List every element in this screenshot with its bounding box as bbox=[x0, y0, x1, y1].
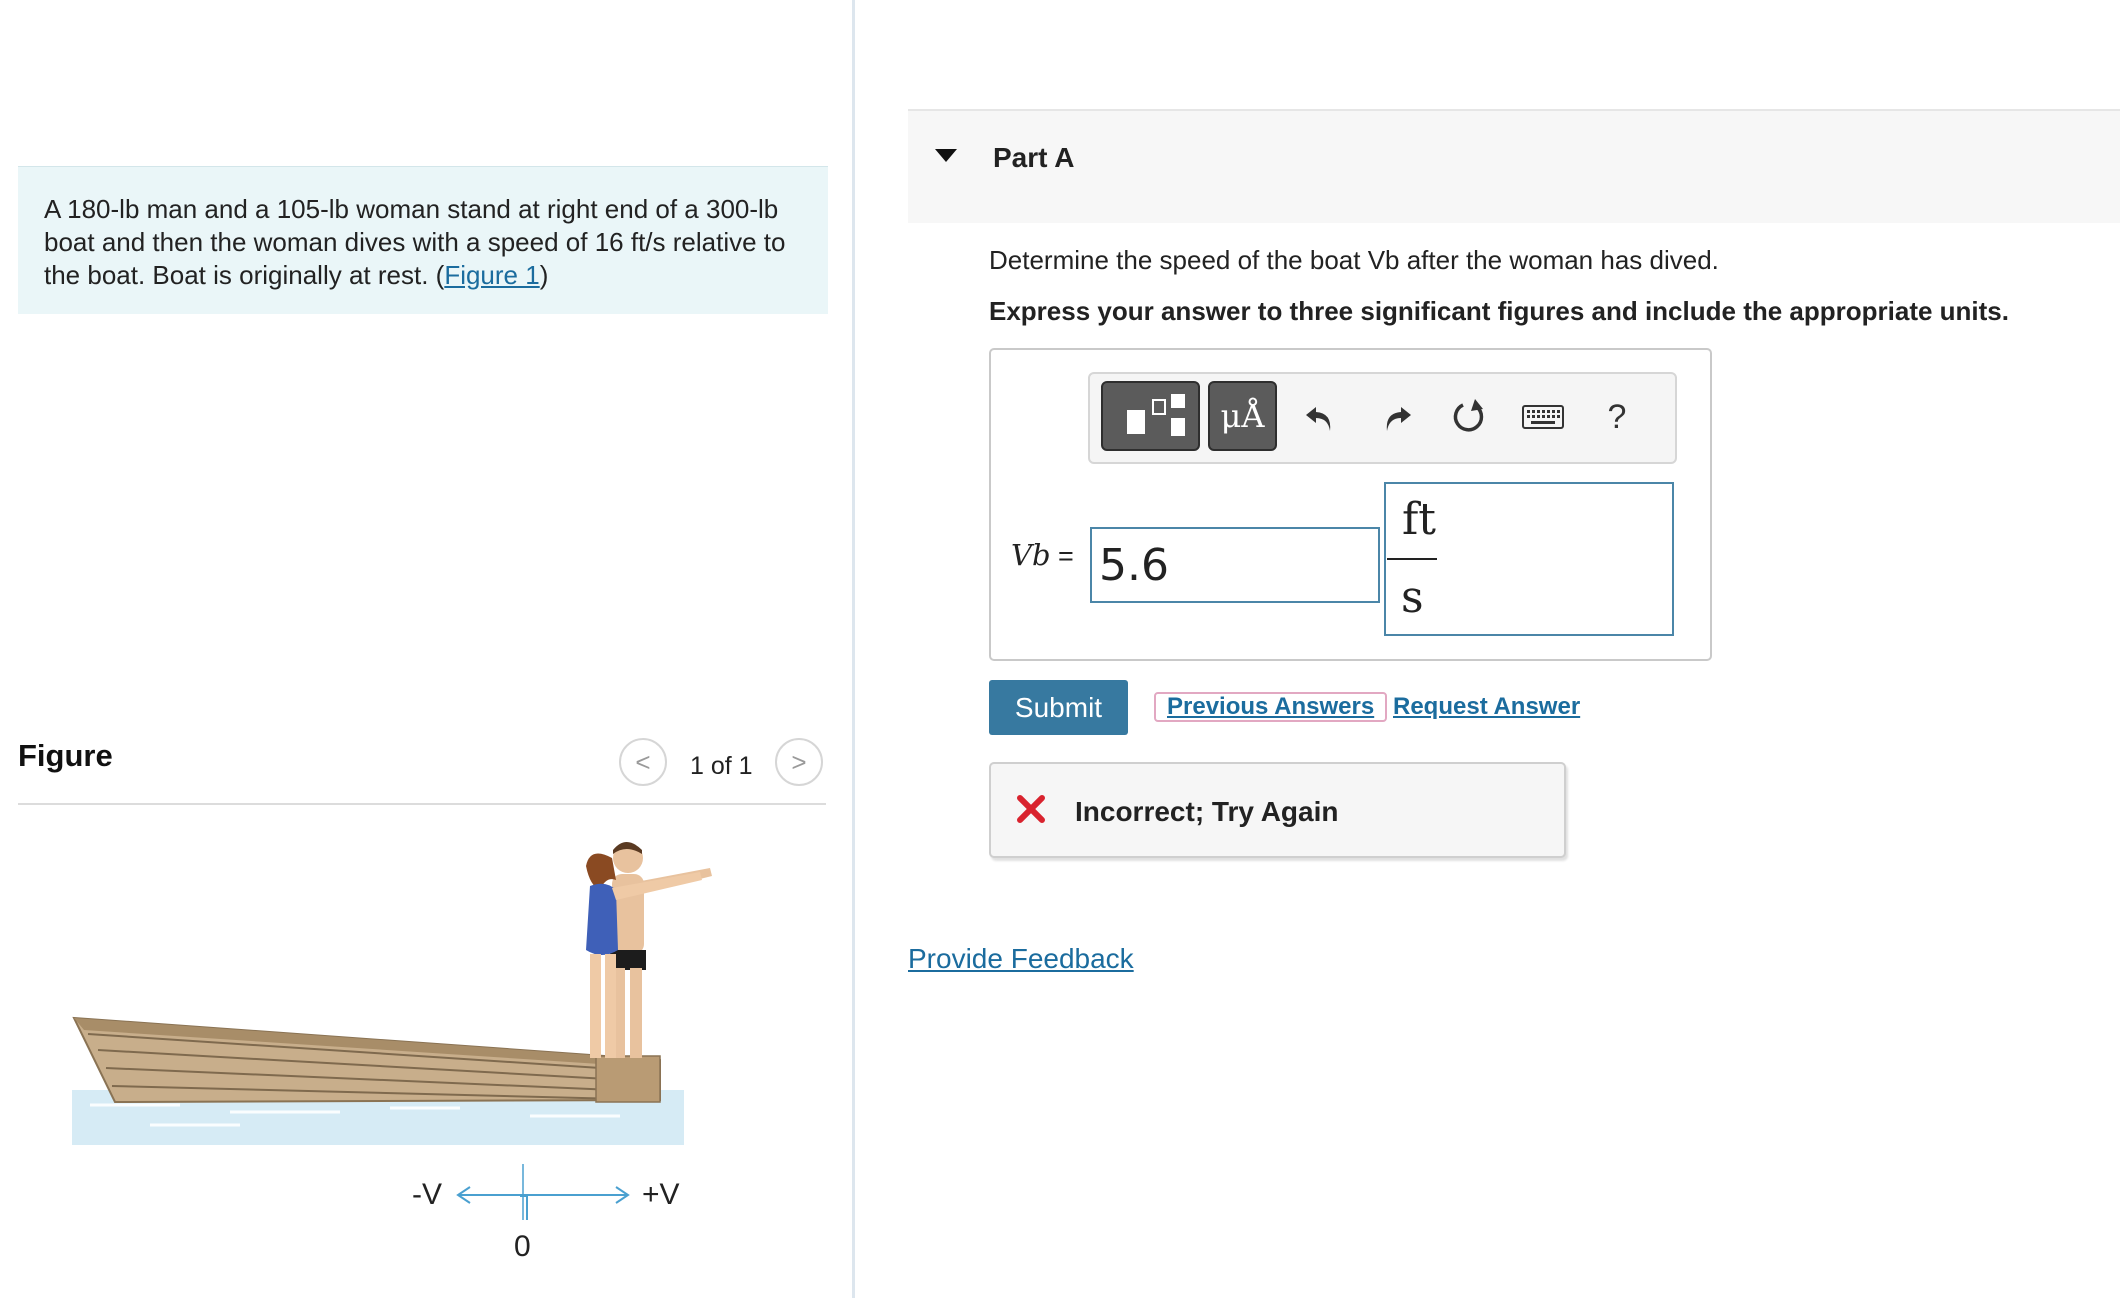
prev-figure-button[interactable] bbox=[619, 738, 667, 786]
question-text: Determine the speed of the boat Vb after the woman has dived. bbox=[989, 245, 1719, 275]
figure-link[interactable]: Figure 1 bbox=[444, 260, 540, 290]
equals-sign: = bbox=[1058, 541, 1074, 571]
problem-text: A 180-lb man and a 105-lb woman stand at right end of a 300-lb boat and then the woman dives with a speed of 16 ft/s relative to the boat. Boat is originally at rest. ( bbox=[44, 194, 786, 290]
reset-button[interactable] bbox=[1444, 392, 1494, 442]
help-label: ? bbox=[1607, 397, 1627, 436]
part-header[interactable] bbox=[908, 109, 2120, 223]
instruction-text: Express your answer to three significant figures and include the appropriate units. bbox=[989, 296, 2009, 326]
problem-statement bbox=[18, 166, 828, 314]
unit-fraction-bar bbox=[1387, 558, 1437, 560]
undo-icon bbox=[1302, 399, 1338, 435]
axis-negative-label: -V bbox=[412, 1178, 442, 1211]
part-title: Part A bbox=[993, 142, 1075, 173]
axis-positive-label: +V bbox=[642, 1178, 680, 1211]
units-label: μÅ bbox=[1220, 397, 1265, 435]
help-button[interactable] bbox=[1592, 392, 1642, 442]
answer-value-input[interactable] bbox=[1090, 527, 1380, 603]
templates-button[interactable] bbox=[1101, 381, 1200, 451]
undo-button[interactable] bbox=[1295, 392, 1345, 442]
figure-divider bbox=[18, 803, 826, 805]
keyboard-button[interactable] bbox=[1518, 392, 1568, 442]
figure-title: Figure bbox=[18, 738, 113, 773]
velocity-axis bbox=[412, 1164, 680, 1263]
previous-answers-link[interactable]: Previous Answers bbox=[1154, 692, 1387, 722]
request-answer-link[interactable]: Request Answer bbox=[1393, 693, 1581, 720]
chevron-right-icon: > bbox=[791, 746, 807, 777]
redo-button[interactable] bbox=[1372, 392, 1422, 442]
keyboard-icon bbox=[1522, 403, 1564, 431]
unit-numerator: ft bbox=[1402, 494, 1436, 545]
reset-icon bbox=[1449, 397, 1489, 437]
next-figure-button[interactable] bbox=[775, 738, 823, 786]
variable-name: Vb bbox=[1011, 538, 1051, 572]
incorrect-x-icon bbox=[1016, 794, 1046, 824]
submit-button[interactable]: Submit bbox=[989, 680, 1128, 735]
provide-feedback-link[interactable]: Provide Feedback bbox=[908, 943, 1134, 974]
redo-icon bbox=[1379, 399, 1415, 435]
templates-icon bbox=[1113, 388, 1189, 444]
panel-divider bbox=[852, 0, 855, 1298]
caret-down-icon[interactable] bbox=[934, 148, 958, 164]
chevron-left-icon: < bbox=[635, 746, 651, 777]
problem-text-end: ) bbox=[539, 260, 549, 290]
feedback-status-text: Incorrect; Try Again bbox=[1075, 796, 1339, 827]
variable-label bbox=[1011, 538, 1074, 572]
unit-denominator: s bbox=[1401, 572, 1424, 623]
units-button[interactable] bbox=[1208, 381, 1277, 451]
figure-image bbox=[60, 820, 760, 1290]
boat bbox=[74, 1018, 660, 1102]
axis-origin-label: 0 bbox=[514, 1230, 531, 1263]
figure-counter: 1 of 1 bbox=[690, 752, 753, 780]
